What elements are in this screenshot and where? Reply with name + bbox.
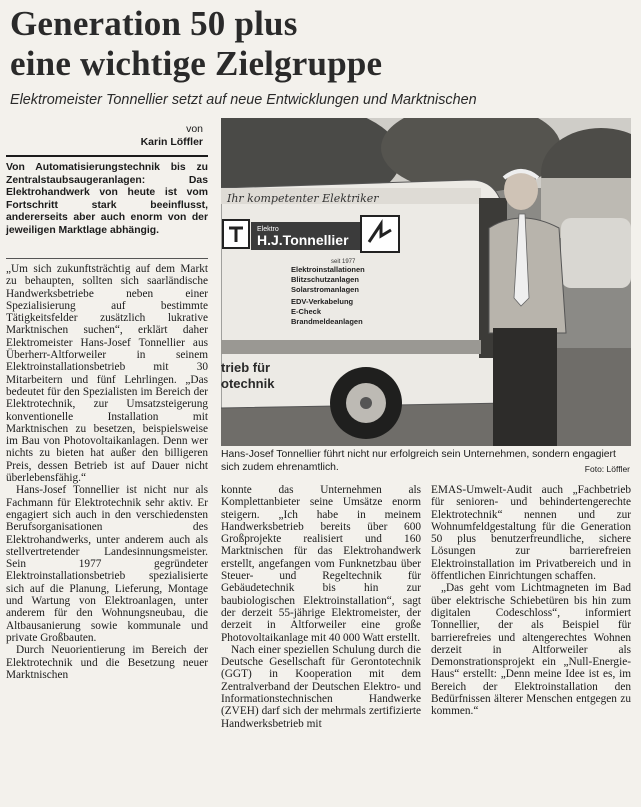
van-slogan: Ihr kompetenter Elektriker (227, 192, 379, 205)
body-paragraph: „Das geht vom Lichtmagneten im Bad über elektrische Schiebetüren bis hin zum digitalen Codeschloss“, informiert Tonnellier, der als Beispiel für barrierefreies und altengerechtes Wohnen derzeit in Altforweiler als Demonstrationsprojekt ein „Null-Energie-Haus“ erstellt: „Denn meine Idee ist es, im Bereich der Elektroinstallation den Bedürfnissen älterer Menschen entgegen zu kommen.“ (431, 582, 631, 718)
van-service: E-Check (291, 307, 322, 316)
body-paragraph: EMAS-Umwelt-Audit auch „Fachbetrieb für senioren- und behindertengerechte Elektrotechnik“ nennen und zur Wohnumfeldgestaltung für die Generation 50 plus benutzerfreundliche, sichere Lösungen zur barrierefreien Elektroinstallation im Privatbereich und in öffentlichen Einrichtungen schaffen. (431, 484, 631, 583)
lead-top-rule (6, 155, 208, 157)
headline-line-2: eine wichtige Zielgruppe (10, 44, 383, 83)
body-paragraph: Durch Neuorientierung im Bereich der Elektrotechnik und die Besetzung neuer Marktnischen (6, 644, 208, 681)
van-door-text-1: trieb für (221, 360, 271, 375)
subheadline: Elektromeister Tonnellier setzt auf neue Entwicklungen und Marktnischen (10, 92, 477, 108)
van-door-text-2: otechnik (221, 376, 275, 391)
photo-van-and-man (221, 118, 631, 446)
photo-credit: Foto: Löffler (584, 464, 630, 474)
van-service: Solarstromanlagen (291, 285, 359, 294)
body-paragraph: Nach einer speziellen Schulung durch die Deutsche Gesellschaft für Gerontotechnik (GGT) in Kooperation mit dem Zentralverband der Deutschen Elektro- und Informationstechnischen Handwerke (ZVEH) darf sich der mehrmals zertifizierte Handwerksbetrieb mit (221, 643, 421, 730)
body-column-3 (431, 484, 631, 804)
body-paragraph: Hans-Josef Tonnellier ist nicht nur als Fachmann für Elektrotechnik sehr aktiv. Er engagiert sich auch in den verschiedensten Berufsorganisationen des Elektrohandwerks, unter anderem auch als stellvertretender Landesinnungsmeister. Sein 1977 gegründeter Elektroinstallationsbetrieb spezialisierte sich auf die Planung, Lieferung, Montage und Wartung von Elektroanlagen, unter anderem für den Wohnungsneubau, die Altbausanierung sowie kommunale und private Großbauten. (6, 484, 208, 644)
lead-paragraph: Von Automatisierungstechnik bis zu Zentralstaubsaugeranlagen: Das Elektrohandwerk von heute ist vom Fortschritt stark beeinflusst, andererseits aber auch enorm von der jeweiligen Marktlage abhängig. (6, 162, 208, 236)
van-service: Brandmeldeanlagen (291, 317, 363, 326)
van-company-name: H.J.Tonnellier (257, 232, 349, 248)
van-service: Blitzschutzanlagen (291, 275, 359, 284)
headline (10, 4, 630, 84)
van-service: EDV-Verkabelung (291, 297, 354, 306)
byline-author: Karin Löffler (140, 136, 203, 148)
van-company-small: Elektro (257, 226, 279, 233)
van-service: Elektroinstallationen (291, 265, 365, 274)
van-company-since: seit 1977 (331, 259, 356, 265)
article-photo (221, 118, 631, 446)
byline-label: von (186, 123, 203, 135)
lead-bottom-rule (6, 258, 208, 259)
body-paragraph: konnte das Unternehmen als Komplettanbieter seine Umsätze enorm steigern. „Ich habe in meinem Handwerksbetrieb bereits über 600 Großprojekte realisiert und 160 Marktnischen für das Elektrohandwerk erstellt, angefangen vom Funknetzbau über Steuer- und Regeltechnik für Gebäudetechnik bis hin zur baubiologischen Elektroinstallation“, sagt der derzeit 55-jährige Elektromeister, der derzeit in Altforweiler eine große Photovoltaikanlage mit 40 000 Watt erstellt. (221, 484, 421, 644)
photo-caption: Hans-Josef Tonnellier führt nicht nur erfolgreich sein Unternehmen, sondern engagiert sich zudem ehrenamtlich. (221, 449, 616, 473)
body-column-1 (6, 263, 208, 803)
headline-line-1: Generation 50 plus (10, 4, 298, 43)
body-paragraph: „Um sich zukunftsträchtig auf dem Markt zu behaupten, sollten sich saarländische Handwerksbetriebe neben einer Spezialisierung auf bestimmte Tätigkeitsfelder zusätzlich lukrative Marktnischen suchen“, erklärt daher Elektromeister Hans-Josef Tonnellier aus Überherr-Altforweiler in seinem Elektroinstallationsbetrieb mit 30 Mitarbeitern und fünf Lehrlingen. „Das bedeutet für den Spezialisten im Bereich der Elektrotechnik, zur Umsatzsteigerung konventionelle Installation mit Marktnischen zu besetzen, beispielsweise im Bau von Photovoltaikanlagen. Denn wer nichts zu bieten hat außer den billigeren Preis, dessen Betrieb ist auf Dauer nicht überlebensfähig.“ (6, 263, 208, 485)
body-column-2 (221, 484, 421, 804)
